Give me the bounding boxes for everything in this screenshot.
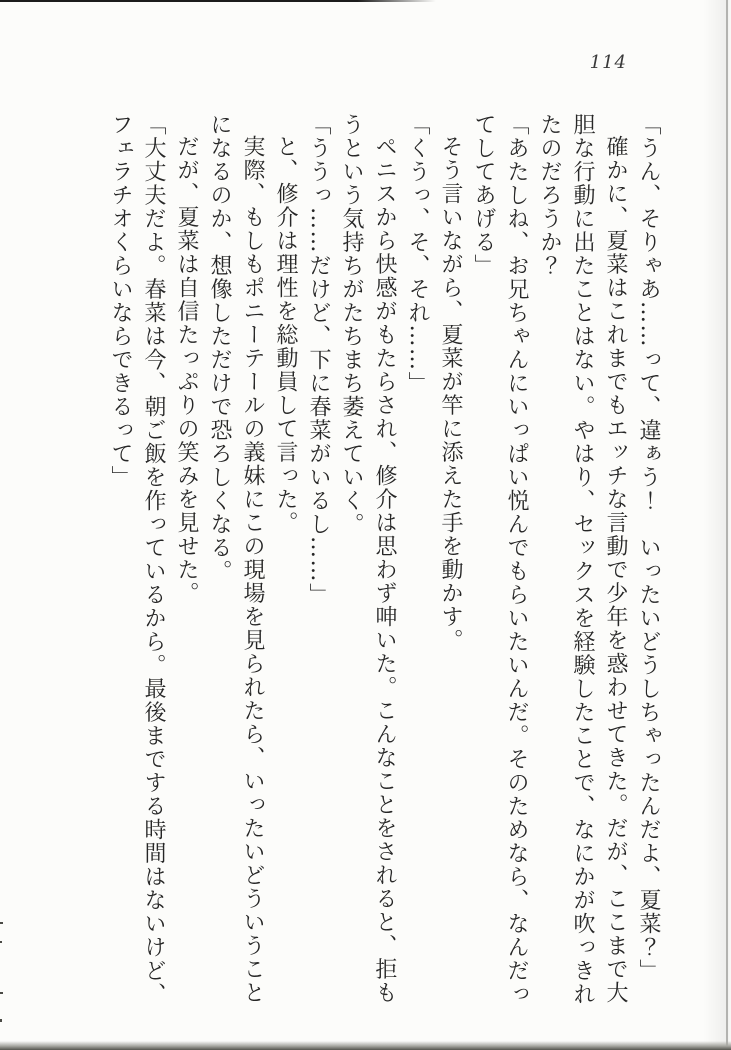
body-text	[104, 113, 665, 1015]
text-line: ペニスから快感がもたらされ、修介は思わず呻いた。こんなことをされると、拒も	[372, 135, 397, 1005]
text-line: そう言いながら、夏菜が竿に添えた手を動かす。	[438, 135, 463, 652]
text-line: 「大丈夫だよ。春菜は今、朝ご飯を作っているから。最後までする時間はないけど、	[141, 113, 166, 1006]
text-line: 胆な行動に出たことはない。やはり、セックスを経験したことで、なにかが吹っきれ	[570, 113, 595, 1006]
text-line: 確かに、夏菜はこれまでもエッチな言動で少年を惑わせてきた。だが、ここまで大	[603, 135, 628, 1005]
scan-edge-bottom	[0, 1041, 731, 1050]
scan-speck	[0, 1019, 2, 1022]
text-line: になるのか、想像しただけで恐ろしくなる。	[207, 113, 232, 583]
scan-edge-top	[0, 0, 436, 2]
text-line: てしてあげる」	[471, 113, 496, 278]
text-line: 「うん、そりゃあ……って、違ぁう！ いったいどうしちゃったんだよ、夏菜？」	[636, 113, 661, 983]
text-line: だが、夏菜は自信たっぷりの笑みを見せた。	[174, 135, 199, 605]
text-line: と、修介は理性を総動員して言った。	[273, 135, 298, 535]
scan-edge-right-line	[726, 0, 728, 1050]
scan-speck	[0, 992, 3, 994]
text-line: 実際、もしもポニーテールの義妹にこの現場を見られたら、いったいどういうこと	[240, 135, 265, 1005]
scan-speck	[0, 941, 2, 943]
text-line: うという気持ちがたちまち萎えていく。	[339, 113, 364, 536]
text-line: たのだろうか？	[537, 113, 562, 278]
text-line: フェラチオくらいならできるって」	[108, 113, 133, 489]
text-line: 「くうっ、そ、それ……」	[405, 113, 430, 395]
text-line: 「あたしね、お兄ちゃんにいっぱい悦んでもらいたいんだ。そのためなら、なんだっ	[504, 113, 529, 1006]
scan-speck	[0, 922, 3, 924]
text-line: 「ううっ……だけど、下に春菜がいるし……」	[306, 113, 331, 607]
page-number: 114	[589, 52, 627, 73]
